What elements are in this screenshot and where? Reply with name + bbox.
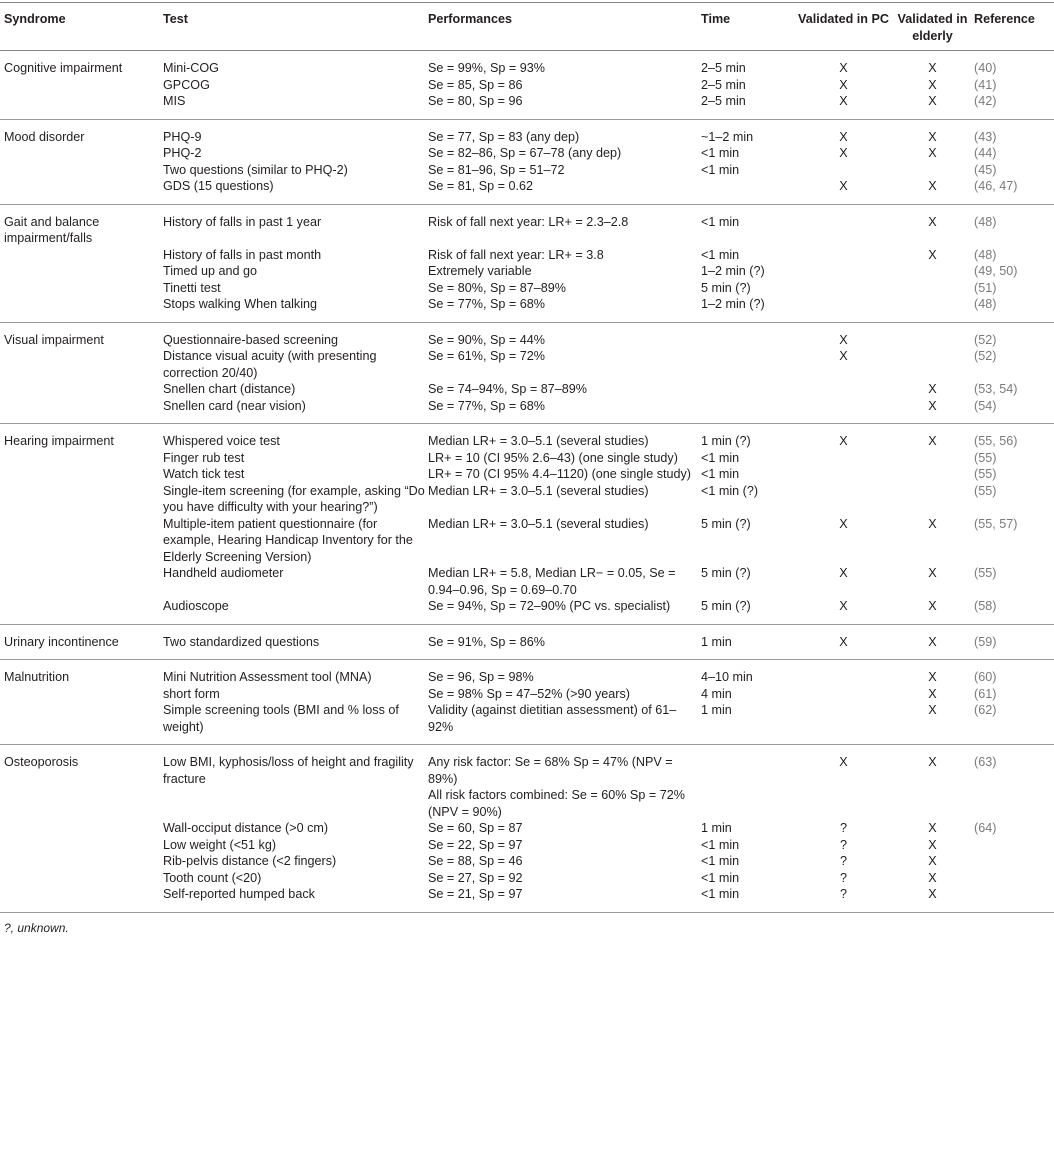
reference-cell: (63)	[974, 755, 997, 769]
header-time: Time	[701, 3, 796, 51]
syndrome-cell	[0, 820, 163, 837]
reference-cell: (51)	[974, 280, 997, 295]
reference-cell	[974, 837, 1054, 854]
syndrome-cell	[0, 93, 163, 119]
time-cell: ~1–2 min	[701, 129, 754, 144]
validated-elderly-cell: X	[928, 382, 937, 396]
performance-cell: Se = 82–86, Sp = 67–78 (any dep)	[428, 146, 622, 160]
validated-elderly-cell: X	[928, 870, 937, 885]
validated-pc-cell: X	[839, 61, 848, 75]
reference-cell: (55, 56)	[974, 434, 1018, 448]
reference-cell: (48)	[974, 247, 997, 262]
performance-cell: Any risk factor: Se = 68% Sp = 47% (NPV = 89%)	[428, 755, 673, 786]
performance-cell: Se = 77, Sp = 83 (any dep)	[428, 129, 580, 144]
performance-cell: Se = 60, Sp = 87	[428, 821, 523, 835]
table-row	[0, 483, 1054, 516]
validated-elderly-cell	[891, 483, 974, 516]
reference-cell: (43)	[974, 129, 997, 144]
performance-cell: LR+ = 70 (CI 95% 4.4–1120) (one single study)	[428, 467, 691, 481]
validated-pc-cell	[796, 381, 891, 398]
test-cell: Self-reported humped back	[163, 886, 428, 912]
reference-cell: (45)	[974, 162, 997, 177]
time-cell: <1 min	[701, 214, 740, 229]
validated-elderly-cell: X	[928, 61, 937, 75]
validated-pc-cell: X	[839, 77, 848, 92]
validated-elderly-cell	[891, 348, 974, 381]
table-row	[0, 77, 1054, 94]
time-cell: 5 min (?)	[701, 566, 751, 580]
validated-elderly-cell	[891, 280, 974, 297]
validated-elderly-cell: X	[928, 821, 937, 835]
performance-cell: Se = 22, Sp = 97	[428, 837, 523, 852]
performance-cell: Median LR+ = 3.0–5.1 (several studies)	[428, 516, 649, 531]
table-row	[0, 837, 1054, 854]
table-row	[0, 853, 1054, 870]
validated-pc-cell	[796, 787, 891, 820]
performance-cell: Extremely variable	[428, 264, 532, 278]
table-row	[0, 204, 1054, 247]
reference-cell: (55)	[974, 483, 997, 498]
syndrome-cell	[0, 565, 163, 598]
table-header	[0, 3, 1054, 51]
table-row	[0, 348, 1054, 381]
validated-elderly-cell: X	[928, 247, 937, 262]
validated-pc-cell	[796, 162, 891, 179]
performance-cell: LR+ = 10 (CI 95% 2.6–43) (one single study)	[428, 450, 678, 465]
reference-cell: (55, 57)	[974, 516, 1018, 531]
reference-cell: (64)	[974, 821, 997, 835]
test-cell: Two questions (similar to PHQ-2)	[163, 162, 348, 177]
validated-elderly-cell: X	[891, 702, 974, 745]
time-cell: 1–2 min (?)	[701, 264, 765, 278]
performance-cell: Median LR+ = 3.0–5.1 (several studies)	[428, 434, 649, 448]
reference-cell: (48)	[974, 214, 997, 229]
validated-elderly-cell	[891, 322, 974, 348]
syndrome-cell: Urinary incontinence	[0, 624, 163, 660]
syndrome-cell	[0, 598, 163, 624]
reference-cell: (41)	[974, 77, 997, 92]
time-cell: 2–5 min	[701, 61, 746, 75]
reference-cell: (55)	[974, 450, 997, 465]
performance-cell: Median LR+ = 3.0–5.1 (several studies)	[428, 483, 649, 498]
syndrome-cell	[0, 398, 163, 424]
test-cell: Mini Nutrition Assessment tool (MNA)	[163, 670, 372, 684]
reference-cell: (40)	[974, 61, 997, 75]
syndrome-cell	[0, 886, 163, 912]
reference-cell	[974, 853, 1054, 870]
syndrome-cell: Hearing impairment	[4, 434, 114, 448]
performance-cell: Se = 85, Sp = 86	[428, 77, 523, 92]
performance-cell: Se = 74–94%, Sp = 87–89%	[428, 382, 587, 396]
table-row	[0, 119, 1054, 145]
validated-pc-cell: X	[839, 349, 848, 363]
performance-cell: Median LR+ = 5.8, Median LR− = 0.05, Se = 0.94–0.96, Sp = 0.69–0.70	[428, 566, 676, 597]
syndrome-cell: Mood disorder	[4, 129, 85, 144]
syndrome-cell	[0, 702, 163, 745]
time-cell: 1 min	[701, 624, 796, 660]
time-cell: <1 min	[701, 162, 740, 177]
performance-cell: Se = 90%, Sp = 44%	[428, 332, 545, 347]
reference-cell: (46, 47)	[974, 178, 1054, 204]
time-cell: <1 min	[701, 886, 796, 912]
syndrome-cell	[0, 247, 163, 264]
syndrome-cell	[0, 686, 163, 703]
validated-pc-cell: ?	[796, 886, 891, 912]
table-row	[0, 263, 1054, 280]
test-cell: Handheld audiometer	[163, 566, 284, 580]
performance-cell: Se = 96, Sp = 98%	[428, 670, 534, 684]
validated-pc-cell: X	[839, 566, 848, 580]
test-cell: Snellen chart (distance)	[163, 382, 296, 396]
validated-elderly-cell: X	[928, 146, 937, 160]
table-row	[0, 145, 1054, 162]
header-validated-pc: Validated in PC	[796, 3, 891, 51]
reference-cell: (44)	[974, 146, 997, 160]
syndrome-cell: Osteoporosis	[4, 755, 79, 769]
header-syndrome: Syndrome	[0, 3, 163, 51]
screening-tests-table	[0, 2, 1054, 913]
test-cell: Timed up and go	[163, 264, 258, 278]
syndrome-cell: Cognitive impairment	[4, 61, 123, 75]
validated-pc-cell: X	[796, 93, 891, 119]
table-row	[0, 280, 1054, 297]
performance-cell: Se = 21, Sp = 97	[428, 886, 701, 912]
test-cell: PHQ-2	[163, 146, 202, 160]
time-cell	[701, 381, 796, 398]
reference-cell	[974, 886, 1054, 912]
validated-pc-cell	[796, 398, 891, 424]
time-cell	[701, 322, 796, 348]
table-row	[0, 820, 1054, 837]
performance-cell: Se = 81–96, Sp = 51–72	[428, 162, 565, 177]
time-cell: <1 min (?)	[701, 483, 759, 498]
reference-cell: (59)	[974, 624, 1054, 660]
validated-pc-cell: X	[839, 755, 848, 769]
header-reference: Reference	[974, 3, 1054, 51]
table-row	[0, 93, 1054, 119]
reference-cell: (48)	[974, 296, 1054, 322]
test-cell: Questionnaire-based screening	[163, 332, 339, 347]
table-row	[0, 624, 1054, 660]
reference-cell	[974, 870, 1054, 887]
validated-elderly-cell: X	[891, 178, 974, 204]
validated-pc-cell	[796, 483, 891, 516]
validated-pc-cell	[796, 702, 891, 745]
validated-elderly-cell	[891, 466, 974, 483]
validated-elderly-cell: X	[928, 434, 937, 448]
reference-cell: (55)	[974, 566, 997, 580]
test-cell: Stops walking When talking	[163, 296, 428, 322]
table-row	[0, 787, 1054, 820]
time-cell: <1 min	[701, 146, 740, 160]
validated-elderly-cell: X	[891, 398, 974, 424]
table-row	[0, 565, 1054, 598]
table-row	[0, 381, 1054, 398]
time-cell	[701, 398, 796, 424]
table-row	[0, 51, 1054, 77]
test-cell: History of falls in past 1 year	[163, 214, 322, 229]
performance-cell: Se = 94%, Sp = 72–90% (PC vs. specialist)	[428, 598, 701, 624]
test-cell: PHQ-9	[163, 129, 202, 144]
header-performances: Performances	[428, 3, 701, 51]
time-cell: 1 min	[701, 821, 732, 835]
table-row	[0, 702, 1054, 745]
performance-cell: Se = 80, Sp = 96	[428, 93, 701, 119]
reference-cell: (53, 54)	[974, 382, 1018, 396]
test-cell: Mini-COG	[163, 61, 219, 75]
table-row	[0, 424, 1054, 450]
validated-pc-cell	[796, 660, 891, 686]
table-row	[0, 466, 1054, 483]
time-cell: 5 min (?)	[701, 516, 751, 531]
reference-cell: (52)	[974, 349, 997, 363]
validated-pc-cell	[796, 450, 891, 467]
time-cell	[701, 178, 796, 204]
table-row	[0, 516, 1054, 566]
validated-elderly-cell: X	[928, 837, 937, 852]
time-cell: 1 min	[701, 702, 796, 745]
time-cell	[701, 787, 796, 820]
time-cell	[701, 348, 796, 381]
test-cell: Simple screening tools (BMI and % loss of weight)	[163, 702, 428, 745]
validated-elderly-cell	[891, 263, 974, 280]
table-row	[0, 398, 1054, 424]
table-row	[0, 322, 1054, 348]
header-test: Test	[163, 3, 428, 51]
reference-cell: (54)	[974, 398, 1054, 424]
time-cell: 4 min	[701, 686, 732, 701]
time-cell: <1 min	[701, 467, 740, 481]
validated-pc-cell: X	[839, 129, 848, 144]
syndrome-cell	[0, 837, 163, 854]
performance-cell: Se = 98% Sp = 47–52% (>90 years)	[428, 686, 630, 701]
table-row	[0, 162, 1054, 179]
table-row	[0, 178, 1054, 204]
validated-pc-cell	[796, 280, 891, 297]
performance-cell: Se = 80%, Sp = 87–89%	[428, 280, 566, 295]
performance-cell: Se = 61%, Sp = 72%	[428, 349, 545, 363]
reference-cell: (55)	[974, 467, 997, 481]
test-cell: Low BMI, kyphosis/loss of height and fragility fracture	[163, 755, 414, 786]
reference-cell: (58)	[974, 598, 1054, 624]
syndrome-cell: Gait and balance impairment/falls	[4, 214, 100, 245]
validated-pc-cell	[796, 686, 891, 703]
test-cell: Finger rub test	[163, 450, 245, 465]
syndrome-cell	[0, 787, 163, 820]
reference-cell: (62)	[974, 702, 1054, 745]
validated-pc-cell	[796, 263, 891, 280]
validated-elderly-cell: X	[928, 129, 937, 144]
validated-elderly-cell: X	[891, 886, 974, 912]
time-cell: <1 min	[701, 837, 740, 852]
test-cell: Tooth count (<20)	[163, 870, 262, 885]
test-cell: History of falls in past month	[163, 247, 322, 262]
validated-pc-cell: X	[796, 598, 891, 624]
performance-cell: Se = 88, Sp = 46	[428, 854, 523, 868]
table-row	[0, 598, 1054, 624]
validated-elderly-cell	[891, 296, 974, 322]
time-cell: 4–10 min	[701, 670, 753, 684]
test-cell: Low weight (<51 kg)	[163, 837, 277, 852]
syndrome-cell	[0, 450, 163, 467]
syndrome-cell	[0, 466, 163, 483]
reference-cell: (61)	[974, 686, 997, 701]
header-row	[0, 3, 1054, 51]
validated-pc-cell: X	[796, 624, 891, 660]
syndrome-cell	[0, 853, 163, 870]
syndrome-cell	[0, 145, 163, 162]
test-cell: Distance visual acuity (with presenting correction 20/40)	[163, 349, 377, 380]
time-cell: 5 min (?)	[701, 280, 751, 295]
validated-pc-cell: ?	[839, 837, 847, 852]
test-cell	[163, 787, 428, 820]
time-cell: <1 min	[701, 450, 740, 465]
syndrome-cell	[0, 178, 163, 204]
test-cell: Watch tick test	[163, 467, 245, 481]
validated-elderly-cell	[891, 162, 974, 179]
syndrome-cell	[0, 162, 163, 179]
syndrome-cell	[0, 296, 163, 322]
validated-pc-cell: X	[796, 178, 891, 204]
validated-elderly-cell: X	[928, 566, 937, 580]
time-cell: <1 min	[701, 854, 740, 868]
validated-elderly-cell	[891, 450, 974, 467]
validated-pc-cell: ?	[839, 854, 847, 868]
performance-cell: Risk of fall next year: LR+ = 2.3–2.8	[428, 214, 629, 229]
table-row	[0, 870, 1054, 887]
syndrome-cell	[0, 77, 163, 94]
test-cell: Snellen card (near vision)	[163, 398, 428, 424]
performance-cell: Risk of fall next year: LR+ = 3.8	[428, 247, 604, 262]
time-cell: 2–5 min	[701, 77, 746, 92]
performance-cell: Se = 91%, Sp = 86%	[428, 624, 701, 660]
performance-cell: All risk factors combined: Se = 60% Sp = 72% (NPV = 90%)	[428, 788, 685, 819]
reference-cell: (49, 50)	[974, 264, 1018, 278]
table-body	[0, 51, 1054, 913]
table-row	[0, 450, 1054, 467]
test-cell: Two standardized questions	[163, 624, 428, 660]
reference-cell: (52)	[974, 332, 997, 347]
syndrome-cell	[0, 483, 163, 516]
reference-cell	[974, 787, 1054, 820]
test-cell: Single-item screening (for example, asking “Do you have difficulty with your hearing?”)	[163, 483, 425, 514]
table-row	[0, 247, 1054, 264]
time-cell: 1–2 min (?)	[701, 296, 796, 322]
test-cell: GDS (15 questions)	[163, 178, 428, 204]
table-footnote: ?, unknown.	[4, 920, 69, 935]
validated-elderly-cell: X	[928, 755, 937, 769]
table-row	[0, 296, 1054, 322]
validated-pc-cell: X	[839, 434, 848, 448]
time-cell: 2–5 min	[701, 93, 796, 119]
validated-pc-cell: X	[839, 332, 848, 347]
syndrome-cell	[0, 280, 163, 297]
validated-elderly-cell: X	[891, 598, 974, 624]
validated-elderly-cell: X	[928, 214, 937, 229]
validated-elderly-cell: X	[928, 77, 937, 92]
validated-pc-cell	[796, 466, 891, 483]
test-cell: Tinetti test	[163, 280, 221, 295]
validated-pc-cell	[796, 204, 891, 247]
performance-cell: Se = 27, Sp = 92	[428, 870, 523, 885]
time-cell: 5 min (?)	[701, 598, 796, 624]
time-cell: <1 min	[701, 870, 740, 885]
performance-cell: Se = 77%, Sp = 68%	[428, 398, 701, 424]
syndrome-cell	[0, 870, 163, 887]
validated-elderly-cell: X	[928, 854, 937, 868]
table-row	[0, 886, 1054, 912]
test-cell: GPCOG	[163, 77, 210, 92]
table-row	[0, 745, 1054, 788]
test-cell: Whispered voice test	[163, 434, 280, 448]
validated-pc-cell	[796, 296, 891, 322]
syndrome-cell: Visual impairment	[4, 332, 104, 347]
syndrome-cell	[0, 348, 163, 381]
header-validated-elderly: Validated in elderly	[891, 3, 974, 51]
table-row	[0, 686, 1054, 703]
performance-cell: Validity (against dietitian assessment) of 61–92%	[428, 702, 701, 745]
test-cell: MIS	[163, 93, 428, 119]
validated-elderly-cell: X	[891, 93, 974, 119]
test-cell: Wall-occiput distance (>0 cm)	[163, 821, 329, 835]
time-cell: 1 min (?)	[701, 434, 751, 448]
reference-cell: (60)	[974, 670, 997, 684]
performance-cell: Se = 99%, Sp = 93%	[428, 61, 545, 75]
time-cell	[701, 745, 796, 788]
syndrome-cell: Malnutrition	[4, 670, 70, 684]
validated-elderly-cell: X	[891, 624, 974, 660]
validated-elderly-cell: X	[928, 686, 937, 701]
validated-pc-cell	[796, 247, 891, 264]
test-cell: short form	[163, 686, 220, 701]
validated-elderly-cell: X	[928, 670, 937, 684]
table-row	[0, 660, 1054, 686]
syndrome-cell	[0, 516, 163, 566]
performance-cell: Se = 81, Sp = 0.62	[428, 178, 701, 204]
validated-pc-cell: X	[839, 146, 848, 160]
reference-cell: (42)	[974, 93, 1054, 119]
validated-elderly-cell	[891, 787, 974, 820]
time-cell: <1 min	[701, 247, 740, 262]
validated-pc-cell: ?	[839, 821, 847, 835]
validated-pc-cell: ?	[839, 870, 847, 885]
test-cell: Multiple-item patient questionnaire (for example, Hearing Handicap Inventory for the Elderly Screening Version)	[163, 516, 413, 564]
validated-elderly-cell: X	[928, 516, 937, 531]
syndrome-cell	[0, 381, 163, 398]
test-cell: Audioscope	[163, 598, 428, 624]
test-cell: Rib-pelvis distance (<2 fingers)	[163, 854, 337, 868]
validated-pc-cell: X	[839, 516, 848, 531]
performance-cell: Se = 77%, Sp = 68%	[428, 296, 701, 322]
syndrome-cell	[0, 263, 163, 280]
